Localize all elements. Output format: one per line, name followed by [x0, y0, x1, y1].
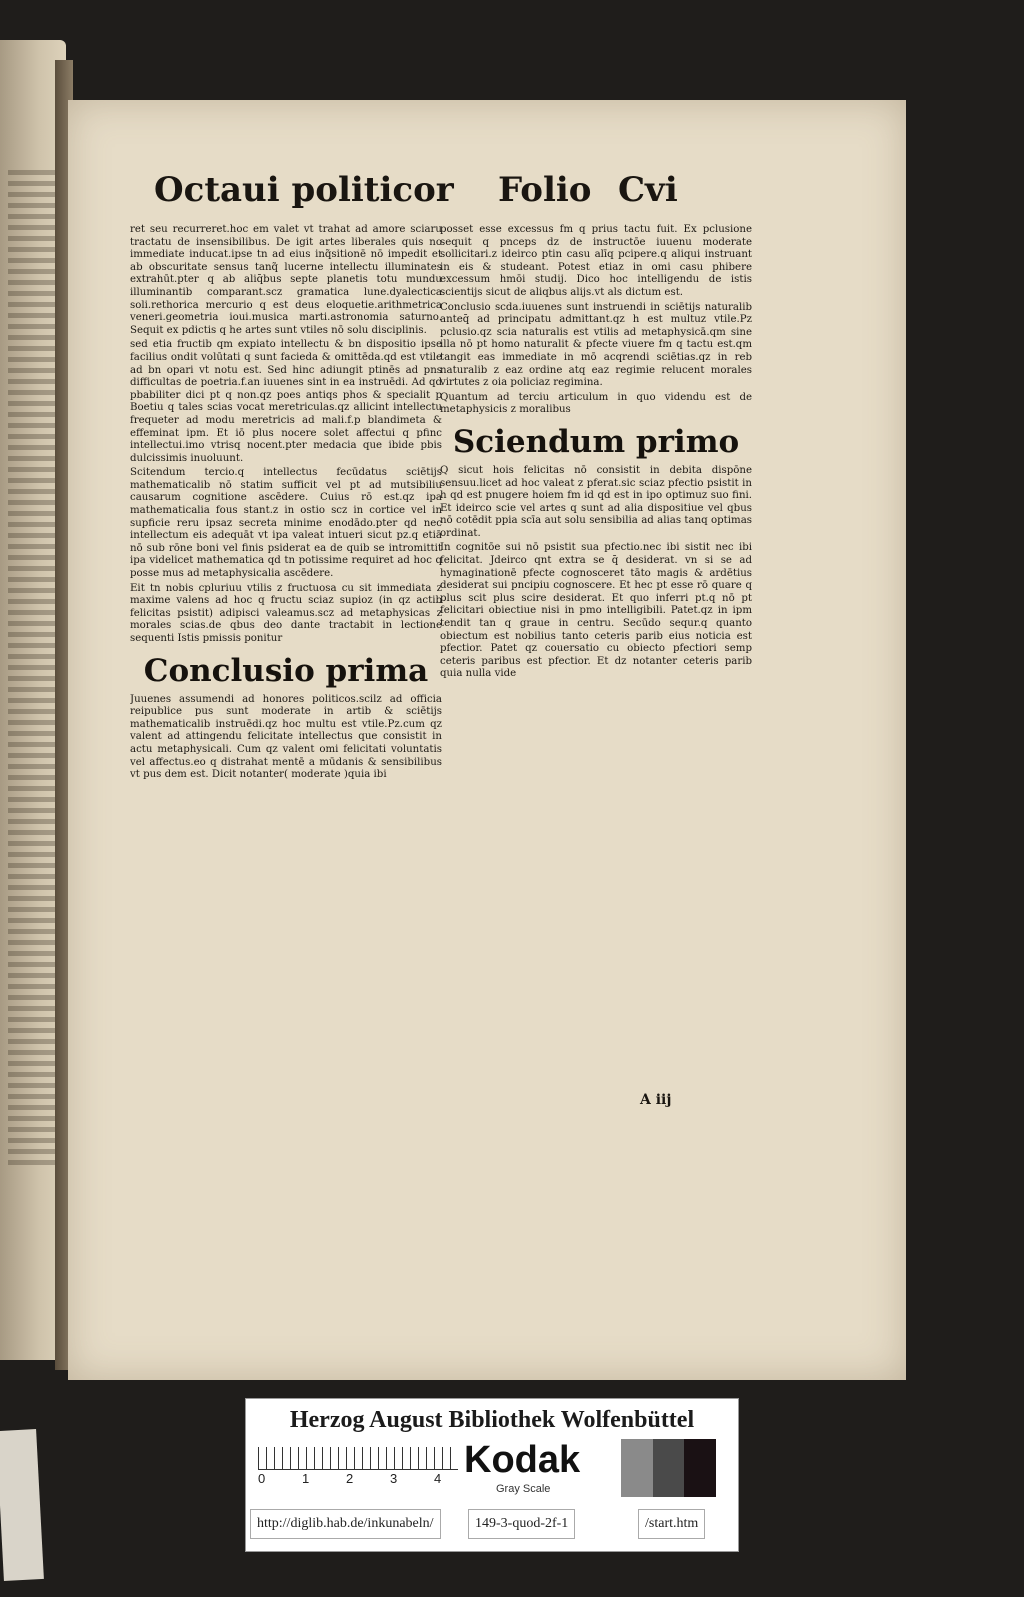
- gray-scale-label: Gray Scale: [496, 1483, 551, 1495]
- library-name: Herzog August Bibliothek Wolfenbüttel: [289, 1407, 695, 1433]
- running-head: [68, 170, 906, 230]
- left-column: [130, 224, 442, 1214]
- running-head-number: Cvi: [618, 170, 678, 210]
- url-bar: [246, 1509, 738, 1539]
- paragraph: ret seu recurreret.hoc em valet vt trahat ad amore sciaru tractatu de insensibilibus. De igit artes liberales quis no immediate inducat.ipse tn ad eius inq̃sitionē nō impedit et ab obscuritate sensus tanq̃ lucerne intellectu illuminates extrahūt.pter q ab aliq̄bus septe planetis totu mundu illuminantib comparant.scz gramatica lune.dyalectica soli.rethorica mercurio q est deus eloquetie.arithmetrica veneri.geometria ioui.musica marti.astronomia saturno. Sequit ex pdictis q he artes sunt vtiles nō solu disciplinis.: [130, 224, 442, 336]
- section-heading: Conclusio prima: [143, 652, 429, 689]
- ruler-number: 4: [434, 1471, 442, 1486]
- section-heading: Sciendum primo: [452, 423, 740, 460]
- color-target-card: [245, 1398, 739, 1552]
- kodak-logo: Kodak: [464, 1439, 581, 1481]
- ruler-number: 0: [258, 1471, 266, 1486]
- paragraph: Eit tn nobis cpluriuu vtilis z fructuosa cu sit immediata z maxime valens ad hoc q fructu sciaz supioz (in qz actib felicitas psistit) adipisci valeamus.scz ad metaphysicas z morales scias.de qbus deo dante tractabit in lectione sequenti Istis pmissis ponitur: [130, 582, 442, 644]
- book-page: [68, 100, 906, 1380]
- swatch: [621, 1439, 653, 1497]
- ruler-number: 3: [390, 1471, 398, 1486]
- url-end: /start.htm: [638, 1509, 705, 1539]
- ruler-number: 2: [346, 1471, 354, 1486]
- paragraph: sed etia fructib qm expiato intellectu & bn dispositio ipse facilius ondit volūtati q sunt facieda & omittēda.qd est vtile ad bn opari vt notu est. Sed hinc adiungit ptinēs ad pns difficultas de poetria.f.an iuuenes sint in ea instruēdi. Ad qd pbabiliter dici pt q non.qz poes antiqs phos & specialit p Boetiu q tales scias vocat meretriculas.qz allicint intellectu frequeter ad modu meretricis ad mali.f.p blandimeta & effeminat ipm. Et iō plus nocere solet affectui q pfinc intellectui.imo vtrisq nocent.pter medacia que ibide pbis dulcissimis inuoluunt.: [130, 339, 442, 464]
- paragraph: posset esse excessus fm q prius tactu fuit. Ex pclusione sequit q pnceps dz de instructōe iuuenu moderate sollicitari.z ideirco ptin casu alīq pcipere.q aliqui instruant in eis & studeant. Potest etiaz in omi casu phibere excessum hmōi studij. Dico hoc intelligendu de istis scientijs sicut de aliqbus alijs.vt als dictum est.: [440, 224, 752, 298]
- signature-mark: A iij: [640, 1092, 672, 1108]
- right-column: [440, 224, 752, 1214]
- url-id: 149-3-quod-2f-1: [468, 1509, 575, 1539]
- ruler-number: 1: [302, 1471, 310, 1486]
- swatch: [653, 1439, 685, 1497]
- swatch: [684, 1439, 716, 1497]
- paragraph: Juuenes assumendi ad honores politicos.scilz ad officia reipublice pus sunt moderate in artib & sciētijs mathematicalib instruēdi.qz hoc multu est vtile.Pz.cum qz valent ad attingendu felicitate intellectus que consistit in actu metaphysicali. Cum qz valent omi felicitati voluntatis vel affectus.eo q distrahat mentē a mūdanis & sensibilibus vt pus dem est. Dicit notanter( moderate )quia ibi: [130, 693, 442, 781]
- paragraph: Conclusio scda.iuuenes sunt instruendi in sciētijs naturalib anteq̄ ad principatu admittant.qz h est multuz vtile.Pz pclusio.qz scia naturalis est vtilis ad metaphysicā.qm sine illa nō pt homo naturalit & pfecte viuere fm q tactu est.qm tangit eas immediate in mō acqrendi sciētias.qz in reb naturalib z eaz ordine atq eaz regimie relucent morales virtutes z oia policiaz regimina.: [440, 301, 752, 389]
- running-head-title: Octaui politicor: [154, 170, 454, 210]
- paragraph: Quantum ad terciu articulum in quo videndu est de metaphysicis z moralibus: [440, 391, 752, 416]
- scale-ruler: [258, 1447, 458, 1470]
- paragraph: In cognitōe sui nō psistit sua pfectio.nec ibi sistit nec ibi felicitat. Jdeirco qnt extra se q̄ desiderat. vn si se ad hymaginationē pfecte cognosceret tāto magis & ardētius desiderat sui pncipiu cognoscere. Et hec pt esse rō quare q plus scit plus scire desiderat. Et quo inferri pt.q nō pt felicitari obiectiue nisi in pmo intelligibili. Patet.qz in ipm tendit tan q graue in centru. Secūdo sequr.q quanto obiectum est nobilius tanto ceteris parib eius noticia est pfectior. Patet qz couersatio cu obiecto pfectiori semp ceteris paribus est pfectior. Et dz notanter ceteris parib quia nulla vide: [440, 542, 752, 680]
- paragraph: Scitendum tercio.q intellectus fecūdatus sciētijs mathematicalib nō statim sufficit vel pt ad mutsibiliu causarum cognitione ascēdere. Cuius rō est.qz ipa mathematicalia fous stant.z in ostio scz in cortice vel in supficie reru ipsaz secreta minime enodādo.pter qd nec intellectum eis adequāt vt ipa valeat intueri sicut pz.q etiā nō sub rōne boni vel finis psiderat ea de quib se intromittit ipa videlicet mathematica qd tn potissime requiret ad hoc q posse mus ad metaphysicalia ascēdere.: [130, 467, 442, 580]
- archival-label: [0, 1429, 44, 1581]
- paragraph: Q sicut hois felicitas nō consistit in debita dispōne sensuu.licet ad hoc valeat z pferat.sic sciaz pfectio psistit in h qd est pnugere hoiem fm id qd est in ipo optimuz suo fini. Et ideirco scie vel artes q sunt ad alia dispositiue vel qbus nō cotēdit ppia scīa aut solu sensibilia ad alias tanq optimas ordinat.: [440, 464, 752, 539]
- previous-page-text: [8, 170, 56, 1170]
- gray-swatches: [621, 1439, 716, 1497]
- running-head-folio: Folio: [498, 170, 592, 210]
- url-base: http://diglib.hab.de/inkunabeln/: [250, 1509, 441, 1539]
